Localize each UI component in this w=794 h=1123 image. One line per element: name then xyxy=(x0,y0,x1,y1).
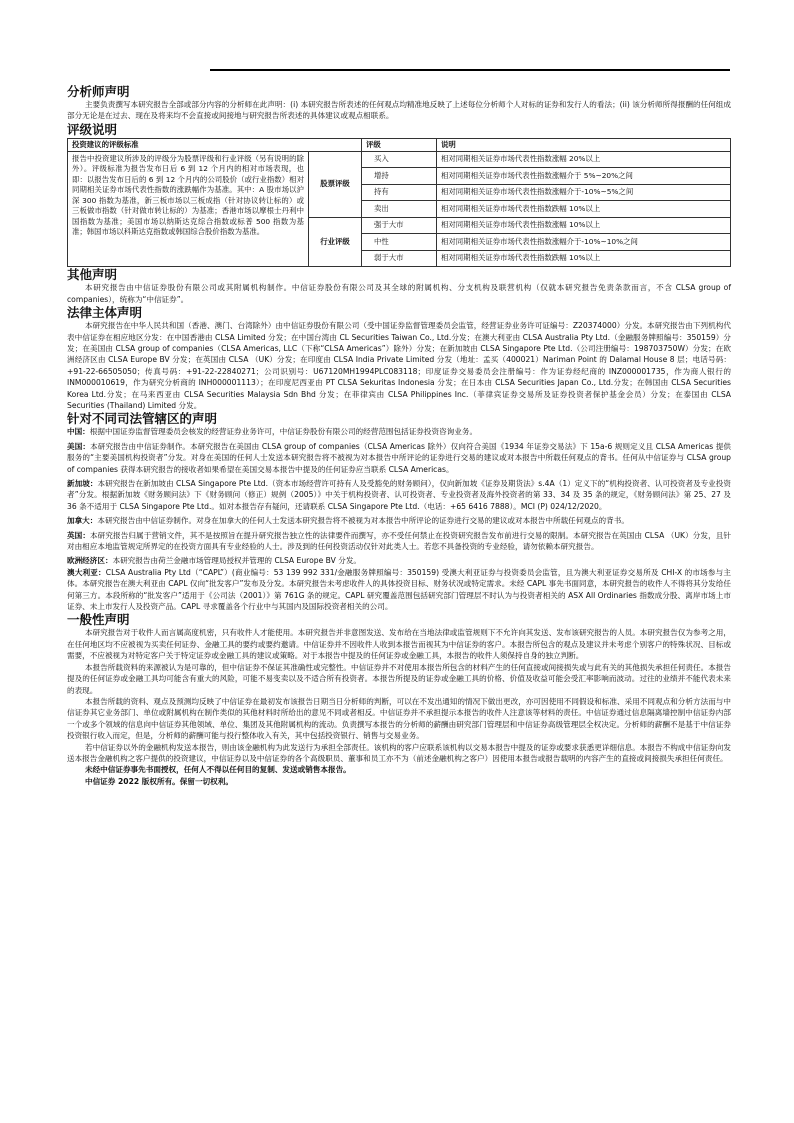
jurisdiction-label: 美国： xyxy=(67,441,91,451)
jurisdiction-text: CLSA Australia Pty Ltd（“CAPL”）(商业编号：53 139 992 331/金融服务牌照编号：350159) 受澳大利亚证券与投资委员会监管，且为澳大利亚证券交易所及 CHI-X 的市场参与主体。本研究报告在澳大利亚由 CAPL 仅向“批发客户”发布及分发。本研究报告未考虑收件人的具体投资目标、财务状况或特定需求。未经 CAPL 事先书面同意，本研究报告的收件人不得将其分发给任何第三方。本段所称的“批发客户”适用于《公司法（2001）》第 761G 条的规定。CAPL 研究覆盖范围包括研究部门管理层不时认为与投资者相关的 ASX All Ordinaries 指数成分股、离岸市场上市证券、未上市发行人及投资产品。CAPL 寻求覆盖各个行业中与其国内及国际投资者相关的公司。 xyxy=(67,567,731,612)
copy-restriction-notice: 未经中信证券事先书面授权，任何人不得以任何目的复制、发送或销售本报告。 xyxy=(85,765,351,775)
jurisdiction-china xyxy=(67,426,731,437)
jurisdiction-text: 本研究报告归属于营销文件，其不是按照旨在提升研究报告独立性的法律要件而撰写，亦不受任何禁止在投资研究报告发布前进行交易的限制。本研究报告在英国由 CLSA （UK）分发，且针对由相应本地监管规定所界定的在投资方面具有专业经验的人士。涉及到的任何投资活动仅针对此类人士。若您不具备投资的专业经验，请勿依赖本研究报告。 xyxy=(67,530,732,552)
jurisdiction-text: 本研究报告由中信证券制作。本研究报告在美国由 CLSA group of companies（CLSA Americas 除外）仅向符合美国《1934 年证券交易法》下 15a-6 规则定义且 CLSA Americas 提供服务的“主要美国机构投资者”分发。对身在美国的任何人士发送本研究报告将不被视为对本报告中所评论的证券进行交易的建议或对本报告中所载任何观点的背书。任何从中信证券与 CLSA group of companies 获得本研究报告的接收者如果希望在美国交易本报告中提及的任何证券应当联系 CLSA Americas。 xyxy=(67,441,732,474)
copyright-notice: 中信证券 2022 版权所有。保留一切权利。 xyxy=(85,777,233,787)
rating-header-grade: 评级 xyxy=(362,138,437,151)
general-paragraph: 本研究报告对于收件人而言属高度机密，只有收件人才能使用。本研究报告并非意图发送、发布给在当地法律或监管规则下不允许向其发送、发布该研究报告的人员。本研究报告仅为参考之用，在任何地区均不应被视为买卖任何证券、金融工具的要约或要约邀请。中信证券并不因收件人收到本报告而视其为中信证券的客户。本报告所包含的观点及建议并未考虑个别客户的特殊状况、目标或需要，不应被视为对特定客户关于特定证券或金融工具的建议或策略。对于本报告中提及的任何证券或金融工具，本报告的收件人须保持自身的独立判断。 xyxy=(67,628,731,661)
rating-grade: 卖出 xyxy=(362,201,437,218)
rating-header-criteria: 投资建议的评级标准 xyxy=(68,138,362,151)
analyst-statement-body: 主要负责撰写本研究报告全部或部分内容的分析师在此声明：(i) 本研究报告所表述的任何观点均精准地反映了上述每位分析师个人对标的证券和发行人的看法；(ii) 该分析师所得报酬的任何组成部分无论是在过去、现在及将来均不会直接或间接地与研究报告所表述的具体建议或观点相联系。 xyxy=(67,100,731,121)
jurisdiction-label: 新加坡： xyxy=(67,479,98,488)
industry-rating-label: 行业评级 xyxy=(309,217,362,267)
other-statement-title: 其他声明 xyxy=(67,267,118,283)
jurisdiction-text: 本研究报告由中信证券制作。对身在加拿大的任何人士发送本研究报告将不被视为对本报告中所评论的证券进行交易的建议或对本报告中所载任何观点的背书。 xyxy=(97,516,629,526)
jurisdiction-usa xyxy=(67,441,731,475)
disclaimer-page xyxy=(67,84,731,788)
header-rule xyxy=(210,69,730,71)
legal-entity-body: 本研究报告在中华人民共和国（香港、澳门、台湾除外）由中信证券股份有限公司（受中国证券监督管理委员会监管，经营证券业务许可证编号：Z20374000）分发。本研究报告由下列机构代表中信证券在相应地区分发：在中国香港由 CLSA Limited 分发；在中国台湾由 CL Securities Taiwan Co., Ltd.分发；在澳大利亚由 CLSA Australia Pty Ltd.（金融服务牌照编号：350159）分发；在美国由 CLSA group of companies（CLSA Americas, LLC（下称“CLSA Americas”）除外）分发；在新加坡由 CLSA Singapore Pte Ltd.（公司注册编号：198703750W）分发；在欧洲经济区由 CLSA Europe BV 分发；在英国由 CLSA （UK）分发；在印度由 CLSA India Private Limited 分发（地址：孟买（400021）Nariman Point 的 Dalamal House 8 层；电话号码：+91-22-66505050；传真号码：+91-22-22840271；公司识别号：U67120MH1994PLC083118；印度证券交易委员会注册编号：作为证券经纪商的 INZ000001735，作为商人银行的 INM000010619，作为研究分析商的 INH000001113）；在印度尼西亚由 PT CLSA Sekuritas Indonesia 分发；在日本由 CLSA Securities Japan Co., Ltd.分发；在韩国由 CLSA Securities Korea Ltd.分发；在马来西亚由 CLSA Securities Malaysia Sdn Bhd 分发；在菲律宾由 CLSA Philippines Inc.（菲律宾证券交易所及证券投资者保护基金会员）分发；在泰国由 CLSA Securities (Thailand) Limited 分发。 xyxy=(67,321,731,410)
jurisdiction-canada xyxy=(67,515,731,526)
rating-grade: 弱于大市 xyxy=(362,250,437,267)
rating-desc: 相对同期相关证券市场代表性指数涨幅介于-10%~10%之间 xyxy=(437,234,731,251)
jurisdiction-label: 加拿大： xyxy=(67,516,98,526)
general-statement-title: 一般性声明 xyxy=(67,612,130,628)
general-paragraph: 本报告所载资料的来源被认为是可靠的，但中信证券不保证其准确性或完整性。中信证券并不对使用本报告所包含的材料产生的任何直接或间接损失或与此有关的其他损失承担任何责任。本报告提及的任何证券或金融工具均可能含有重大的风险，可能不易变卖以及不适合所有投资者。本报告所提及的证券或金融工具的价格、价值及收益可能会受汇率影响而波动。过往的业绩并不能代表未来的表现。 xyxy=(67,662,731,695)
rating-desc: 相对同期相关证券市场代表性指数跌幅 10%以上 xyxy=(437,250,731,267)
rating-grade: 中性 xyxy=(362,234,437,251)
jurisdiction-title: 针对不同司法管辖区的声明 xyxy=(67,411,218,427)
rating-header-desc: 说明 xyxy=(437,138,731,151)
other-statement-body: 本研究报告由中信证券股份有限公司或其附属机构制作。中信证券股份有限公司及其全球的附属机构、分支机构及联营机构（仅就本研究报告免责条款而言，不含 CLSA group of companies），统称为“中信证券”。 xyxy=(67,283,731,304)
general-paragraph: 若中信证券以外的金融机构发送本报告，则由该金融机构为此发送行为承担全部责任。该机构的客户应联系该机构以交易本报告中提及的证券或要求获悉更详细信息。本报告不构成中信证券向发送本报告金融机构之客户提供的投资建议，中信证券以及中信证券的各个高级职员、董事和员工亦不为（前述金融机构之客户）因使用本报告或报告载明的内容产生的直接或间接损失承担任何责任。 xyxy=(67,742,731,763)
jurisdiction-eea xyxy=(67,555,731,566)
rating-grade: 增持 xyxy=(362,168,437,185)
jurisdiction-uk xyxy=(67,530,731,553)
rating-grade: 强于大市 xyxy=(362,217,437,234)
jurisdiction-label: 英国： xyxy=(67,530,91,540)
analyst-statement-title: 分析师声明 xyxy=(67,84,130,99)
rating-title: 评级说明 xyxy=(67,121,118,137)
general-paragraph: 本报告所载的资料、观点及预测均反映了中信证券在最初发布该报告日期当日分析师的判断，可以在不发出通知的情况下做出更改，亦可因使用不同假设和标准、采用不同观点和分析方法而与中信证券其它业务部门、单位或附属机构在制作类似的其他材料时所给出的意见不同或者相反。中信证券并不承担提示本报告的收件人注意该等材料的责任。中信证券通过信息隔离墙控制中信证券内部一个或多个领域的信息向中信证券其他领域、单位、集团及其他附属机构的流动。负责撰写本报告的分析师的薪酬由研究部门管理层和中信证券高级管理层全权决定。分析师的薪酬不是基于中信证券投资银行收入而定，但是，分析师的薪酬可能与投行整体收入有关，其中包括投资银行、销售与交易业务。 xyxy=(67,696,731,741)
rating-desc: 相对同期相关证券市场代表性指数涨幅介于 5%~20%之间 xyxy=(437,168,731,185)
rating-table xyxy=(67,138,731,268)
jurisdiction-text: 本研究报告由荷兰金融市场管理局授权并管理的 CLSA Europe BV 分发。 xyxy=(112,556,362,566)
jurisdiction-singapore xyxy=(67,478,731,512)
rating-desc: 相对同期相关证券市场代表性指数跌幅 10%以上 xyxy=(437,201,731,218)
rating-grade: 持有 xyxy=(362,184,437,201)
jurisdiction-label: 中国： xyxy=(67,427,90,437)
rating-criteria-text: 报告中投资建议所涉及的评级分为股票评级和行业评级（另有说明的除外）。评级标准为报告发布日后 6 到 12 个月内的相对市场表现，也即：以报告发布日后的 6 到 12 个月内的公司股价（或行业指数）相对同期相关证券市场代表性指数的涨跌幅作为基准。其中：A 股市场以沪深 300 指数为基准，新三板市场以三板成指（针对协议转让标的）或三板做市指数（针对做市转让标的）为基准；香港市场以摩根士丹利中国指数为基准；美国市场以纳斯达克综合指数或标普 500 指数为基准；韩国市场以科斯达克指数或韩国综合股价指数为基准。 xyxy=(68,151,309,267)
jurisdiction-label: 欧洲经济区： xyxy=(67,556,113,566)
rating-grade: 买入 xyxy=(362,151,437,168)
jurisdiction-text: 本研究报告在新加坡由 CLSA Singapore Pte Ltd.（资本市场经营许可持有人及受豁免的财务顾问），仅向新加坡《证券及期货法》s.4A（1）定义下的“机构投资者、认可投资者及专业投资者”分发。根据新加坡《财务顾问法》下《财务顾问（修正）规例（2005）》中关于机构投资者、认可投资者、专业投资者及海外投资者的第 33、34 及 35 条的规定，《财务顾问法》第 25、27 及 36 条不适用于 CLSA Singapore Pte Ltd.。如对本报告存有疑问，还请联系 CLSA Singapore Pte Ltd.（电话：+65 6416 7888）。MCI (P) 024/12/2020。 xyxy=(67,479,732,511)
stock-rating-label: 股票评级 xyxy=(309,151,362,217)
rating-desc: 相对同期相关证券市场代表性指数涨幅 20%以上 xyxy=(437,151,731,168)
jurisdiction-text: 根据中国证券监督管理委员会核发的经营证券业务许可，中信证券股份有限公司的经营范围包括证券投资咨询业务。 xyxy=(89,427,478,437)
jurisdiction-label: 澳大利亚： xyxy=(67,567,106,577)
rating-desc: 相对同期相关证券市场代表性指数涨幅介于-10%~5%之间 xyxy=(437,184,731,201)
rating-desc: 相对同期相关证券市场代表性指数涨幅 10%以上 xyxy=(437,217,731,234)
legal-entity-title: 法律主体声明 xyxy=(67,305,143,321)
jurisdiction-australia xyxy=(67,567,731,613)
